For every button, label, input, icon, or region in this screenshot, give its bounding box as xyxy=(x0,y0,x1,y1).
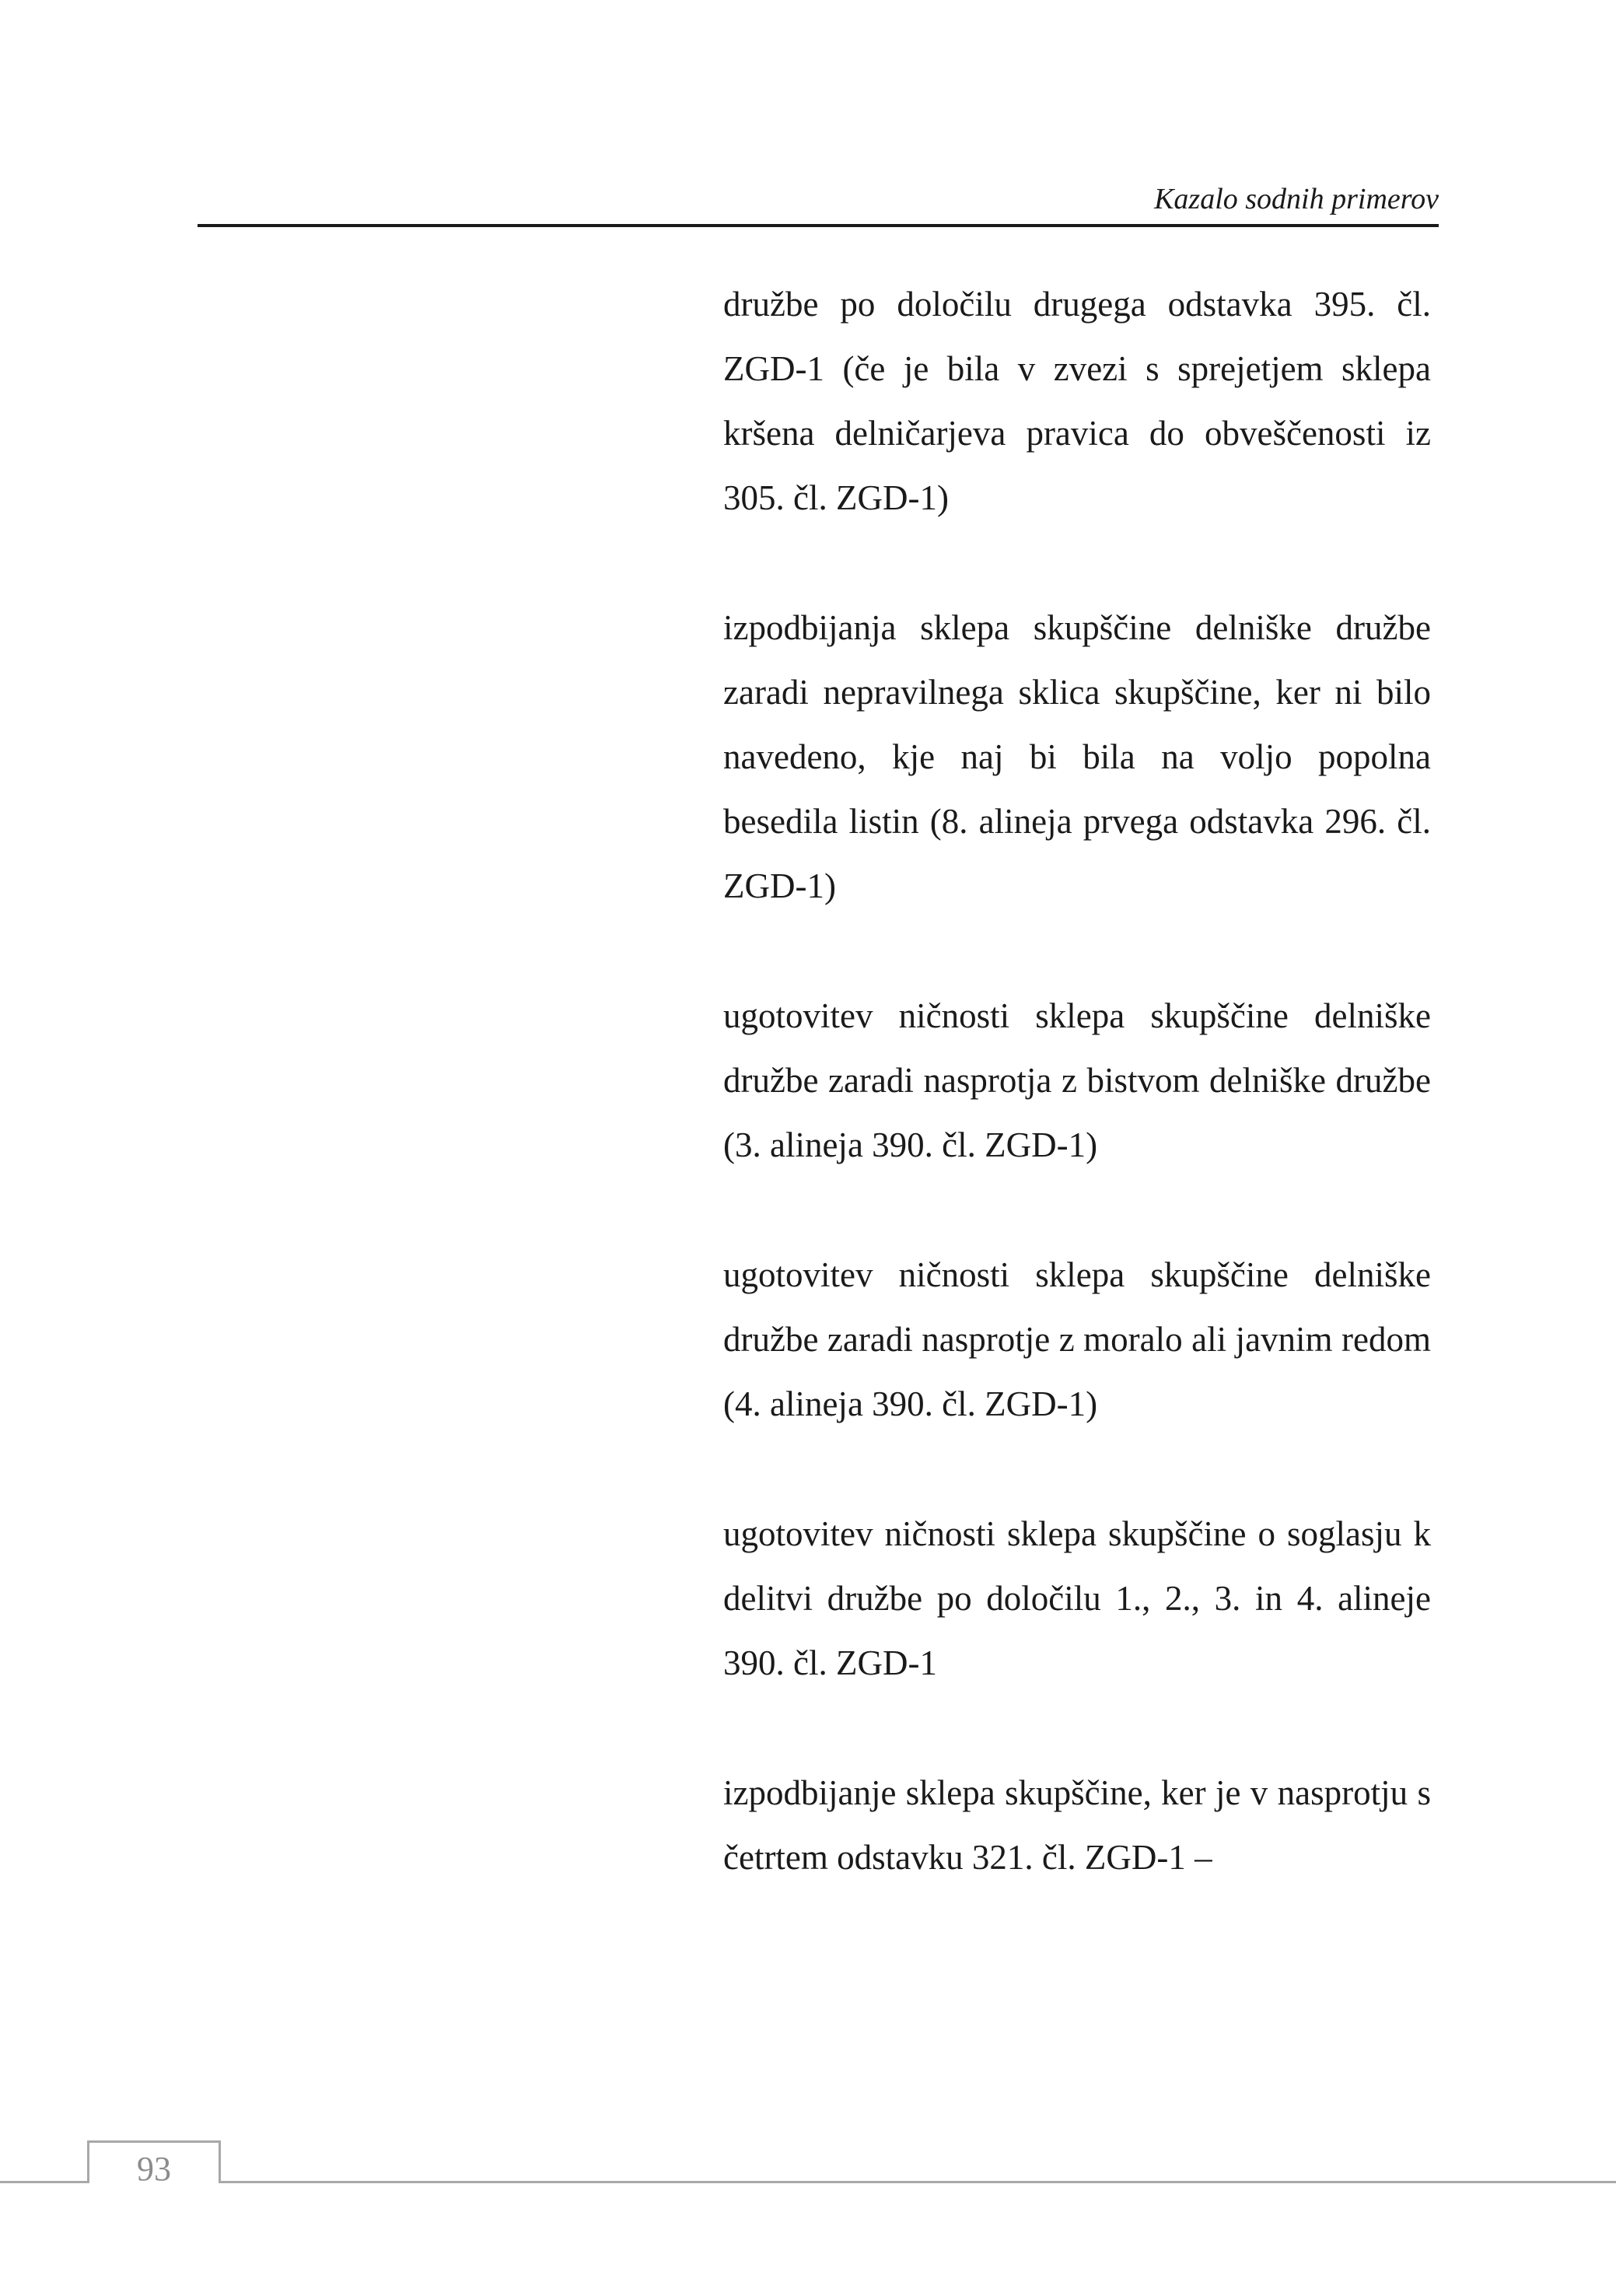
index-entry: ugotovitev ničnosti sklepa skupščine delniške družbe zaradi nasprotja z bistvom delniške družbe (3. alineja 390. čl. ZGD-1) xyxy=(723,996,1431,1164)
page-number-tab xyxy=(87,2140,221,2188)
index-entry: družbe po določilu drugega odstavka 395. čl. ZGD-1 (če je bila v zvezi s sprejetjem sklepa kršena delničarjeva pravica do obveščenosti iz 305. čl. ZGD-1) xyxy=(723,285,1431,517)
running-head-title: Kazalo sodnih primerov xyxy=(1154,183,1439,215)
header-rule xyxy=(198,224,1439,227)
index-entry: izpodbijanja sklepa skupščine delniške družbe zaradi nepravilnega sklica skupščine, ker ni bilo navedeno, kje naj bi bila na voljo popolna besedila listin (8. alineja prvega odstavka 296. čl. ZGD-1) xyxy=(723,608,1431,905)
case-index-entries xyxy=(723,272,1431,1955)
index-entry: izpodbijanje sklepa skupščine, ker je v nasprotju s četrtem odstavku 321. čl. ZGD-1 – xyxy=(723,1773,1431,1877)
index-entry: ugotovitev ničnosti sklepa skupščine delniške družbe zaradi nasprotje z moralo ali javnim redom (4. alineja 390. čl. ZGD-1) xyxy=(723,1255,1431,1423)
index-entry: ugotovitev ničnosti sklepa skupščine o soglasju k delitvi družbe po določilu 1., 2., 3. in 4. alineje 390. čl. ZGD-1 xyxy=(723,1514,1431,1682)
footer-rule xyxy=(0,2181,1616,2183)
page-number: 93 xyxy=(137,2150,171,2188)
